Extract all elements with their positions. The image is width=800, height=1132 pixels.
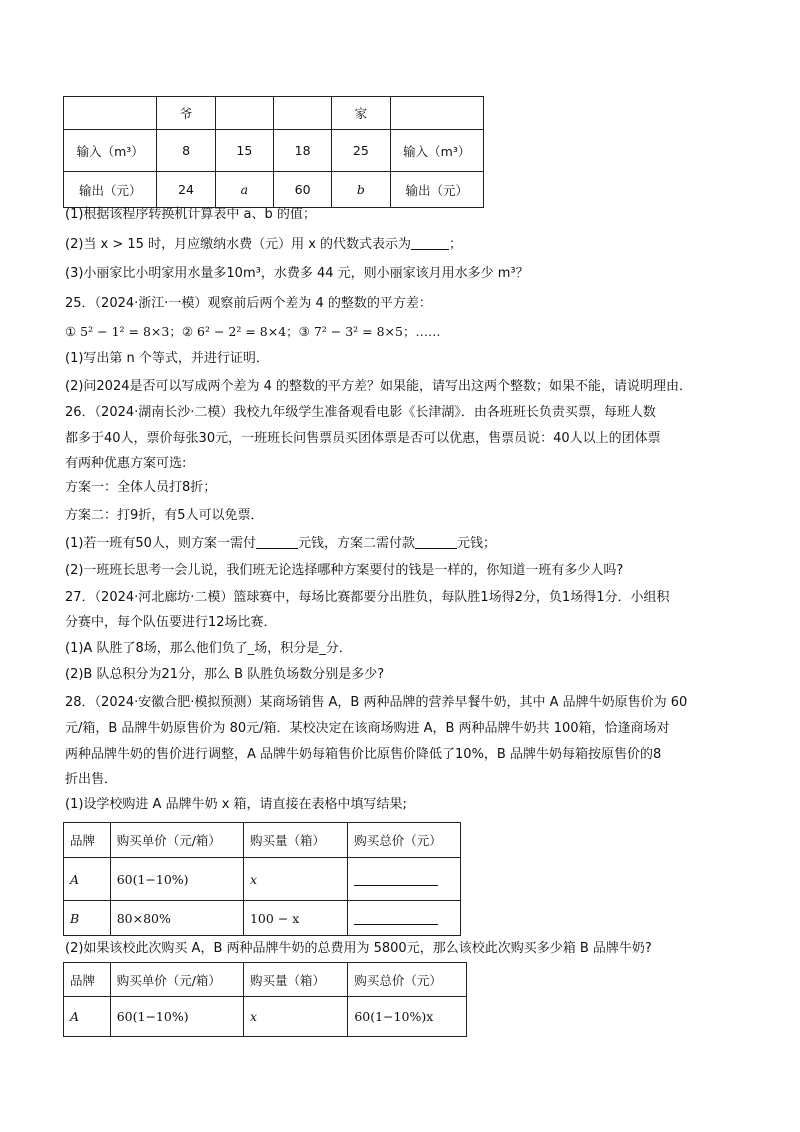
cell: 60(1−10%)	[110, 858, 243, 901]
cell: 24	[157, 172, 215, 208]
cell	[348, 901, 461, 936]
q28-part1: (1)设学校购进 A 品牌牛奶 x 箱，请直接在表格中填写结果;	[65, 797, 407, 812]
q24-part1: (1)根据该程序转换机计算表中 a、b 的值；	[65, 207, 316, 222]
cell	[348, 858, 461, 901]
cell: 输入（m³）	[390, 130, 484, 172]
cell: a	[215, 172, 273, 208]
q28-line4: 折出售．	[65, 772, 118, 787]
purchase-table-1	[63, 822, 461, 936]
answer-blank	[354, 871, 438, 886]
header-cell: 购买单价（元/箱）	[110, 963, 243, 997]
q26-plan1: 方案一：全体人员打8折；	[65, 480, 217, 495]
cell: x	[244, 997, 348, 1037]
cell: 60(1−10%)x	[348, 997, 467, 1037]
header-cell: 购买单价（元/箱）	[110, 823, 243, 858]
q26-part1-a: (1)若一班有50人，则方案一需付	[65, 536, 256, 551]
header-cell: 购买总价（元）	[348, 823, 461, 858]
header-cell: 品牌	[64, 963, 111, 997]
answer-blank	[415, 534, 457, 549]
q24-part2	[65, 235, 462, 255]
q24-part3: (3)小丽家比小明家用水量多10m³，水费多 44 元，则小丽家该月用水多少 m³？	[65, 266, 529, 281]
q24-part2-end: ；	[449, 237, 463, 252]
q28-line3: 两种品牌牛奶的售价进行调整，A 品牌牛奶每箱售价比原售价降低了10%，B 品牌牛奶每箱按原售价的8	[65, 747, 662, 762]
header-cell: 购买量（箱）	[243, 823, 347, 858]
header-cell: 购买总价（元）	[348, 963, 467, 997]
cell: A	[64, 997, 111, 1037]
cell	[390, 97, 484, 130]
q28-part2: (2)如果该校此次购买 A，B 两种品牌牛奶的总费用为 5800元，那么该校此次购买多少箱 B 品牌牛奶?	[65, 941, 652, 956]
cell: 8	[157, 130, 215, 172]
answer-blank	[354, 910, 438, 925]
q26-part1-b: 元钱，方案二需付款	[297, 536, 415, 551]
q26-line2: 都多于40人，票价每张30元，一班班长问售票员买团体票是否可以优惠，售票员说：40人以上的团体票	[65, 431, 661, 446]
q27-line2: 分赛中，每个队伍要进行12场比赛．	[65, 615, 277, 630]
cell: 100 − x	[243, 901, 347, 936]
answer-blank	[256, 534, 298, 549]
cell: b	[332, 172, 390, 208]
cell: 输出（元）	[64, 172, 157, 208]
q26-part1-c: 元钱；	[456, 536, 496, 551]
cell: B	[64, 901, 111, 936]
cell	[215, 97, 273, 130]
header-cell: 品牌	[64, 823, 111, 858]
cell: 60	[273, 172, 331, 208]
cell: A	[64, 858, 111, 901]
answer-blank	[411, 235, 449, 250]
q26-line3: 有两种优惠方案可选:	[65, 456, 187, 471]
header-cell: 购买量（箱）	[244, 963, 348, 997]
q25-part2: (2)问2024是否可以写成两个差为 4 的整数的平方差？如果能，请写出这两个整数；如果不能，请说明理由．	[65, 379, 693, 394]
q27-part1: (1)A 队胜了8场，那么他们负了_场，积分是_分．	[65, 641, 352, 656]
q25-heading: 25．（2024·浙江·一模）观察前后两个差为 4 的整数的平方差：	[65, 296, 432, 311]
q27-part2: (2)B 队总积分为21分，那么 B 队胜负场数分别是多少?	[65, 667, 385, 682]
cell	[273, 97, 331, 130]
cell: 25	[332, 130, 390, 172]
cell: 80×80%	[110, 901, 243, 936]
cell: 60(1−10%)	[110, 997, 243, 1037]
cell: 18	[273, 130, 331, 172]
q26-part2: (2)一班班长思考一会儿说，我们班无论选择哪种方案要付的钱是一样的，你知道一班有多少人吗?	[65, 563, 624, 578]
cell: x	[243, 858, 347, 901]
q26-plan2: 方案二：打9折，有5人可以免票．	[65, 508, 264, 523]
cell	[64, 97, 157, 130]
cell: 15	[215, 130, 273, 172]
cell: 爷	[157, 97, 215, 130]
q26-line1: 26．（2024·湖南长沙·二模）我校九年级学生准备观看电影《长津湖》．由各班班长负责买票，每班人数	[65, 405, 656, 420]
purchase-table-2	[63, 962, 467, 1037]
q25-part1: (1)写出第 n 个等式，并进行证明．	[65, 351, 269, 366]
q24-part2-text: (2)当 x > 15 时，月应缴纳水费（元）用 x 的代数式表示为	[65, 237, 412, 252]
cell: 输出（元）	[390, 172, 484, 208]
cell: 家	[332, 97, 390, 130]
q25-equations: ① 5² − 1² = 8×3；② 6² − 2² = 8×4；③ 7² − 3² = 8×5；……	[65, 324, 441, 339]
q27-line1: 27．（2024·河北廊坊·二模）篮球赛中，每场比赛都要分出胜负，每队胜1场得2分，负1场得1分．小组积	[65, 590, 670, 605]
q28-line2: 元/箱，B 品牌牛奶原售价为 80元/箱．某校决定在该商场购进 A，B 两种品牌牛奶共 100箱，恰逢商场对	[65, 721, 670, 736]
q28-line1: 28．（2024·安徽合肥·模拟预测）某商场销售 A，B 两种品牌的营养早餐牛奶，其中 A 品牌牛奶原售价为 60	[65, 695, 688, 710]
cell: 输入（m³）	[64, 130, 157, 172]
q26-part1	[65, 534, 496, 554]
water-fee-table	[63, 96, 484, 208]
